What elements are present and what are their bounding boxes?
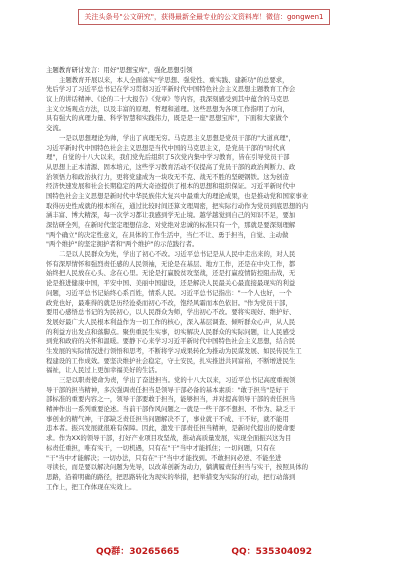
text-line: 事创业的精气神，干部缺乏责任担当问题解决不了，事业就干不成、干不好，就不能用 [46, 414, 289, 423]
text-line: 始终把人民放在心头、念在心里。无论是打赢脱贫攻坚战，还是打赢疫情防控阻击战，无 [46, 269, 296, 278]
contact-footer [0, 544, 408, 560]
text-line: "两个维护"的坚定拥护者和"两个维护"的示范践行者。 [46, 240, 199, 249]
qq-group-number: QQ群：30265665 [95, 547, 180, 557]
text-line: 到党和政府的关怀和温暖。要静下心来学习习近平新时代中国特色社会主义思想，结合民 [46, 337, 296, 346]
text-line: 具有强大的真理力量、科学智慧和实践伟力，既是是一座"思想宝库"，下面和大家做个 [46, 114, 289, 123]
text-line: 标责任重担，唯有实干，一切机遇，只有在"干"当中才能抓住；一切问题，只有在 [46, 443, 276, 452]
text-line: 寻读长，而是要以解决问题为先导，以改革创新为动力，躺满履责任担当与实干，按照具体的 [46, 463, 309, 472]
text-line: 深钻研全列，在新时代坚定理想信念、对党绝对忠诚的标准只有一个，那就是要深刻理解 [46, 221, 296, 229]
text-line: 国特色社会主义思想是新时代中华民族伟大复兴中最重大的理论成果，也是推动党和国家事业 [46, 191, 309, 200]
text-line: 交流。 [46, 124, 66, 133]
text-line: 要用心感悟总书记的为民初心，以人民群众为师，学出初心不改。要将实现好、维护好、 [46, 308, 296, 317]
text-line: 福祉，让人民过上更加幸福美好的生活。 [46, 366, 162, 375]
text-line: 政党也好，最难得的就是历经沧桑而初心不改，饱经风霜而本色依旧。"作为党员干部， [46, 298, 292, 307]
text-line: 涵丰富、博大精深，每一次学习都让我感到学无止境。越学越觉到自己的知识不足，要加 [46, 211, 296, 220]
qq-number: QQ：535304092 [231, 547, 313, 557]
text-line: 精神作出一系列重要论述。当前干部作风问题之一就是一些干部不想担、不作为、缺乏干 [46, 405, 296, 414]
text-line: 思路，沿着明确的路径，把思路转化为现实的举措，把举措变为实际的行动，把行动落到 [46, 472, 296, 481]
text-line: 理"，自觉的十八大以来，我们党先后组织了5次党内集中学习教育，皆在引导党员干部 [46, 153, 290, 162]
text-line: 从思想上正本清源、固本培元，这些学习教育活动不仅提高了党员干部的政治判断力、政 [46, 162, 296, 171]
text-line: 发展好最广大人民根本利益作为一切工作的核心，深入基层调查、倾听群众心声，从人民 [46, 317, 296, 326]
text-line: "两个确立"的决定性意义，在具体的工作生活中，当仁不让、勇于担当，自觉、主动做 [46, 230, 289, 239]
text-line: 取得历史性成就的根本所在，通过比较时间还算文理周密，把实际行动作为党员到底思想的内 [46, 201, 309, 210]
text-line: 习近平新时代中国特色社会主义思想是当代中国的马克思主义，是党员干部的"时代真 [46, 143, 286, 152]
text-line: 二是以人民群众为先，学出了初心不改。习近平总书记是从人民中走出来的，对人民 [59, 250, 296, 259]
document-title: 主题教育研讨发言：用好"思想宝库"，强化思想引领 [46, 66, 193, 74]
text-line: 怀有深厚情怀和强烈责任感的人民领袖，无论是在基层、地方工作，还是在中央工作，都 [46, 259, 296, 268]
text-line: 的利益方出发点和落脚点。聚焦重民生实事，切实解决人民群众的实际问题，让人民感受 [46, 327, 296, 336]
text-line: 论是推进健康中国，平安中国、美丽中国建设，还是解决人民最关心最直接最现实的利益 [46, 279, 296, 288]
text-line: 部标准的重要内容之一，领导干部要敢于担当，能够担当，并对提高领导干部的责任担当 [46, 395, 296, 404]
text-line: 治领悟力和政治执行力，更将党建成为一块攻无不克、战无不胜的坚硬钢铁。这为创造 [46, 172, 289, 181]
text-line: 生发展的实际情况进行领悟和思考，不断将学习成果转化为推动为民谋发展、如民传民生工 [46, 346, 302, 355]
promo-banner-text: 关注头条号"公文研究"，获得最新全最专业的公文资料库！微信：gongwen1 [84, 13, 324, 21]
document-body [46, 66, 366, 492]
text-line: 求。作为XX的领导干部，打好产业项目攻坚战，推动高质量发展，实现全面振兴这为目 [46, 434, 292, 443]
text-line: 三是以职责使命为责，学出了奋进担当。党的十八大以来，习近平总书记高度重视领 [59, 376, 296, 384]
text-line: 一是以思想理论为帅，学出了真理无穷。马克思主义思想是党员干部的"大道真理"， [59, 133, 295, 142]
text-line: 议上的讲话精神、《论的二十大报告》《党章》等内容，我深刻感受到其中蕴含的马克思 [46, 95, 289, 104]
text-line: 违本者。振兴发展就很难有保障。因此，激发干部责任担当精神，是新时代提出的使命要 [46, 424, 296, 433]
text-line: 先后学习了习近平总书记在学习贯彻习近平新时代中国特色社会主义思想主题教育工作会 [46, 85, 296, 94]
text-line: 工作上，把工作体现在实效上。 [46, 482, 136, 491]
text-line: 主题教育开展以来，本人全面落实"学思想、强党性、重实践、建新功"的总要求， [59, 75, 289, 84]
text-line: 程建设的工作成效。要坚决维护社会稳定，守土安民，扎实推进共同富裕，不断增进民生 [46, 356, 296, 365]
text-line: 导干部的担当精神，多次强调责任担当是领导干部必备的基本素质："敢于担当"是好干 [46, 385, 289, 394]
text-line: 经济快速发展和社会长期稳定的两大奇迹提供了根本的思想和组织保证。习近平新时代中 [46, 182, 296, 191]
text-line: 问题，习近平总书记始终心系百姓，情系人民。习近平总书记指出："一个人也好，一个 [46, 288, 292, 297]
text-line: "干"当中才能解决；一切办法，只有在"干"当中才能找到。不敢担问必逆、不能坐进 [46, 453, 282, 462]
text-line: 主义立场观点方法，以及丰富的原理、哲理和道理。这些思想为各项工作指明了方向， [46, 104, 289, 113]
promo-banner[interactable] [78, 9, 330, 25]
